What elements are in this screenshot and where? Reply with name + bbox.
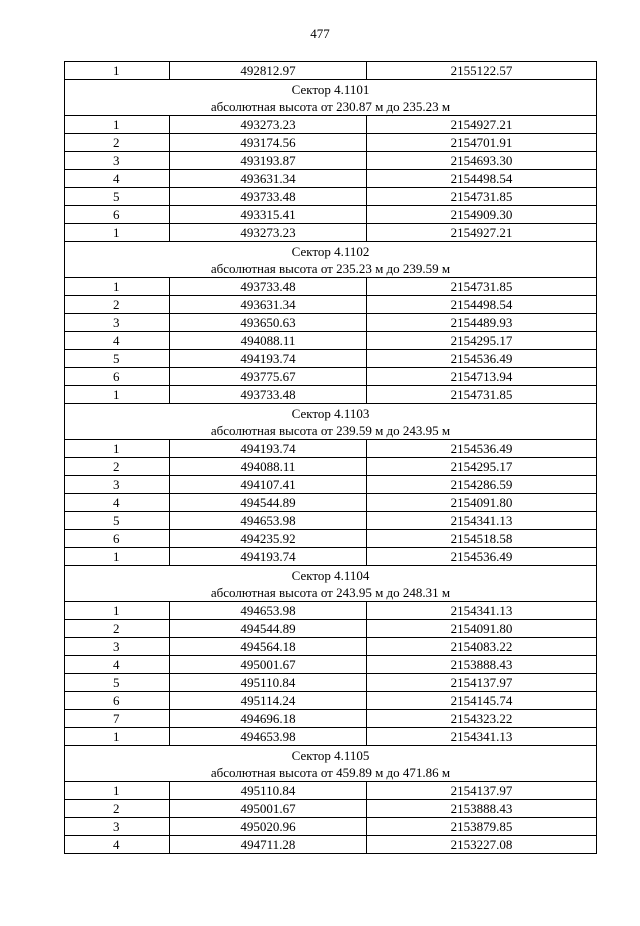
table-row (65, 530, 597, 548)
x-coordinate-cell: 493273.23 (170, 224, 367, 242)
table-row (65, 188, 597, 206)
sector-header-cell (65, 404, 597, 440)
y-coordinate-cell: 2154083.22 (367, 638, 597, 656)
sector-header-row (65, 746, 597, 782)
x-coordinate-cell: 494088.11 (170, 458, 367, 476)
sector-title: Сектор 4.1102 (291, 243, 370, 259)
table-row (65, 206, 597, 224)
point-number-cell: 5 (65, 350, 170, 368)
y-coordinate-cell: 2154536.49 (367, 548, 597, 566)
sector-header-row (65, 404, 597, 440)
table-row (65, 350, 597, 368)
table-row (65, 674, 597, 692)
table-row (65, 170, 597, 188)
table-row (65, 548, 597, 566)
y-coordinate-cell: 2154341.13 (367, 602, 597, 620)
x-coordinate-cell: 493650.63 (170, 314, 367, 332)
point-number-cell: 1 (65, 386, 170, 404)
point-number-cell: 1 (65, 440, 170, 458)
point-number-cell: 1 (65, 224, 170, 242)
y-coordinate-cell: 2153888.43 (367, 656, 597, 674)
sector-altitude: абсолютная высота от 459.89 м до 471.86 м (210, 764, 451, 780)
table-row (65, 782, 597, 800)
y-coordinate-cell: 2153227.08 (367, 836, 597, 854)
point-number-cell: 3 (65, 152, 170, 170)
x-coordinate-cell: 494696.18 (170, 710, 367, 728)
point-number-cell: 3 (65, 314, 170, 332)
table-row (65, 332, 597, 350)
point-number-cell: 6 (65, 692, 170, 710)
table-row (65, 602, 597, 620)
point-number-cell: 3 (65, 818, 170, 836)
x-coordinate-cell: 495110.84 (170, 782, 367, 800)
x-coordinate-cell: 493193.87 (170, 152, 367, 170)
table-row (65, 494, 597, 512)
x-coordinate-cell: 494653.98 (170, 602, 367, 620)
x-coordinate-cell: 495001.67 (170, 656, 367, 674)
table-row (65, 836, 597, 854)
sector-altitude: абсолютная высота от 239.59 м до 243.95 м (210, 422, 451, 438)
table-row (65, 116, 597, 134)
sector-title: Сектор 4.1101 (291, 81, 370, 97)
y-coordinate-cell: 2154295.17 (367, 458, 597, 476)
point-number-cell: 2 (65, 296, 170, 314)
point-number-cell: 3 (65, 476, 170, 494)
y-coordinate-cell: 2154927.21 (367, 224, 597, 242)
table-row (65, 440, 597, 458)
x-coordinate-cell: 494193.74 (170, 440, 367, 458)
x-coordinate-cell: 495110.84 (170, 674, 367, 692)
point-number-cell: 5 (65, 188, 170, 206)
sector-title: Сектор 4.1105 (291, 747, 370, 763)
table-row (65, 134, 597, 152)
x-coordinate-cell: 494544.89 (170, 494, 367, 512)
y-coordinate-cell: 2155122.57 (367, 62, 597, 80)
y-coordinate-cell: 2154927.21 (367, 116, 597, 134)
x-coordinate-cell: 493733.48 (170, 386, 367, 404)
x-coordinate-cell: 494107.41 (170, 476, 367, 494)
x-coordinate-cell: 494711.28 (170, 836, 367, 854)
x-coordinate-cell: 493733.48 (170, 278, 367, 296)
y-coordinate-cell: 2153888.43 (367, 800, 597, 818)
x-coordinate-cell: 494653.98 (170, 512, 367, 530)
x-coordinate-cell: 493733.48 (170, 188, 367, 206)
point-number-cell: 1 (65, 278, 170, 296)
x-coordinate-cell: 494544.89 (170, 620, 367, 638)
coordinates-table-body (65, 62, 597, 854)
y-coordinate-cell: 2154713.94 (367, 368, 597, 386)
sector-header-cell (65, 80, 597, 116)
y-coordinate-cell: 2154498.54 (367, 170, 597, 188)
sector-altitude: абсолютная высота от 243.95 м до 248.31 м (210, 584, 451, 600)
sector-altitude: абсолютная высота от 230.87 м до 235.23 м (210, 98, 451, 114)
point-number-cell: 4 (65, 494, 170, 512)
sector-header-row (65, 242, 597, 278)
sector-header-cell (65, 242, 597, 278)
y-coordinate-cell: 2154498.54 (367, 296, 597, 314)
point-number-cell: 6 (65, 368, 170, 386)
point-number-cell: 4 (65, 656, 170, 674)
point-number-cell: 5 (65, 674, 170, 692)
table-row (65, 638, 597, 656)
sector-header-cell (65, 746, 597, 782)
x-coordinate-cell: 495001.67 (170, 800, 367, 818)
point-number-cell: 1 (65, 782, 170, 800)
point-number-cell: 2 (65, 134, 170, 152)
table-row (65, 458, 597, 476)
table-row (65, 512, 597, 530)
y-coordinate-cell: 2154145.74 (367, 692, 597, 710)
point-number-cell: 2 (65, 800, 170, 818)
table-row (65, 800, 597, 818)
y-coordinate-cell: 2154137.97 (367, 782, 597, 800)
x-coordinate-cell: 495114.24 (170, 692, 367, 710)
y-coordinate-cell: 2154536.49 (367, 350, 597, 368)
table-row (65, 620, 597, 638)
point-number-cell: 3 (65, 638, 170, 656)
table-row (65, 62, 597, 80)
sector-header-cell (65, 566, 597, 602)
point-number-cell: 4 (65, 170, 170, 188)
y-coordinate-cell: 2154909.30 (367, 206, 597, 224)
y-coordinate-cell: 2154091.80 (367, 494, 597, 512)
sector-header-row (65, 80, 597, 116)
x-coordinate-cell: 494235.92 (170, 530, 367, 548)
table-row (65, 152, 597, 170)
y-coordinate-cell: 2154693.30 (367, 152, 597, 170)
y-coordinate-cell: 2154323.22 (367, 710, 597, 728)
table-row (65, 656, 597, 674)
y-coordinate-cell: 2154137.97 (367, 674, 597, 692)
y-coordinate-cell: 2154731.85 (367, 386, 597, 404)
point-number-cell: 1 (65, 62, 170, 80)
point-number-cell: 1 (65, 116, 170, 134)
x-coordinate-cell: 493631.34 (170, 170, 367, 188)
x-coordinate-cell: 493174.56 (170, 134, 367, 152)
table-row (65, 368, 597, 386)
point-number-cell: 5 (65, 512, 170, 530)
point-number-cell: 1 (65, 728, 170, 746)
y-coordinate-cell: 2153879.85 (367, 818, 597, 836)
point-number-cell: 6 (65, 206, 170, 224)
y-coordinate-cell: 2154091.80 (367, 620, 597, 638)
sector-title: Сектор 4.1104 (291, 567, 370, 583)
y-coordinate-cell: 2154518.58 (367, 530, 597, 548)
point-number-cell: 1 (65, 602, 170, 620)
table-row (65, 818, 597, 836)
coordinates-table (64, 61, 597, 854)
sector-title: Сектор 4.1103 (291, 405, 370, 421)
y-coordinate-cell: 2154731.85 (367, 278, 597, 296)
x-coordinate-cell: 492812.97 (170, 62, 367, 80)
table-row (65, 710, 597, 728)
table-row (65, 476, 597, 494)
x-coordinate-cell: 494193.74 (170, 350, 367, 368)
point-number-cell: 4 (65, 836, 170, 854)
y-coordinate-cell: 2154701.91 (367, 134, 597, 152)
page-number: 477 (310, 26, 330, 41)
y-coordinate-cell: 2154536.49 (367, 440, 597, 458)
x-coordinate-cell: 494193.74 (170, 548, 367, 566)
y-coordinate-cell: 2154286.59 (367, 476, 597, 494)
table-row (65, 386, 597, 404)
sector-header-row (65, 566, 597, 602)
y-coordinate-cell: 2154341.13 (367, 512, 597, 530)
sector-altitude: абсолютная высота от 235.23 м до 239.59 м (210, 260, 451, 276)
y-coordinate-cell: 2154341.13 (367, 728, 597, 746)
x-coordinate-cell: 494653.98 (170, 728, 367, 746)
x-coordinate-cell: 493315.41 (170, 206, 367, 224)
x-coordinate-cell: 494564.18 (170, 638, 367, 656)
table-row (65, 296, 597, 314)
y-coordinate-cell: 2154489.93 (367, 314, 597, 332)
point-number-cell: 2 (65, 620, 170, 638)
x-coordinate-cell: 494088.11 (170, 332, 367, 350)
point-number-cell: 2 (65, 458, 170, 476)
point-number-cell: 6 (65, 530, 170, 548)
x-coordinate-cell: 493273.23 (170, 116, 367, 134)
x-coordinate-cell: 495020.96 (170, 818, 367, 836)
x-coordinate-cell: 493775.67 (170, 368, 367, 386)
point-number-cell: 4 (65, 332, 170, 350)
y-coordinate-cell: 2154731.85 (367, 188, 597, 206)
y-coordinate-cell: 2154295.17 (367, 332, 597, 350)
table-row (65, 728, 597, 746)
x-coordinate-cell: 493631.34 (170, 296, 367, 314)
table-row (65, 314, 597, 332)
point-number-cell: 7 (65, 710, 170, 728)
point-number-cell: 1 (65, 548, 170, 566)
table-row (65, 278, 597, 296)
table-row (65, 224, 597, 242)
table-row (65, 692, 597, 710)
